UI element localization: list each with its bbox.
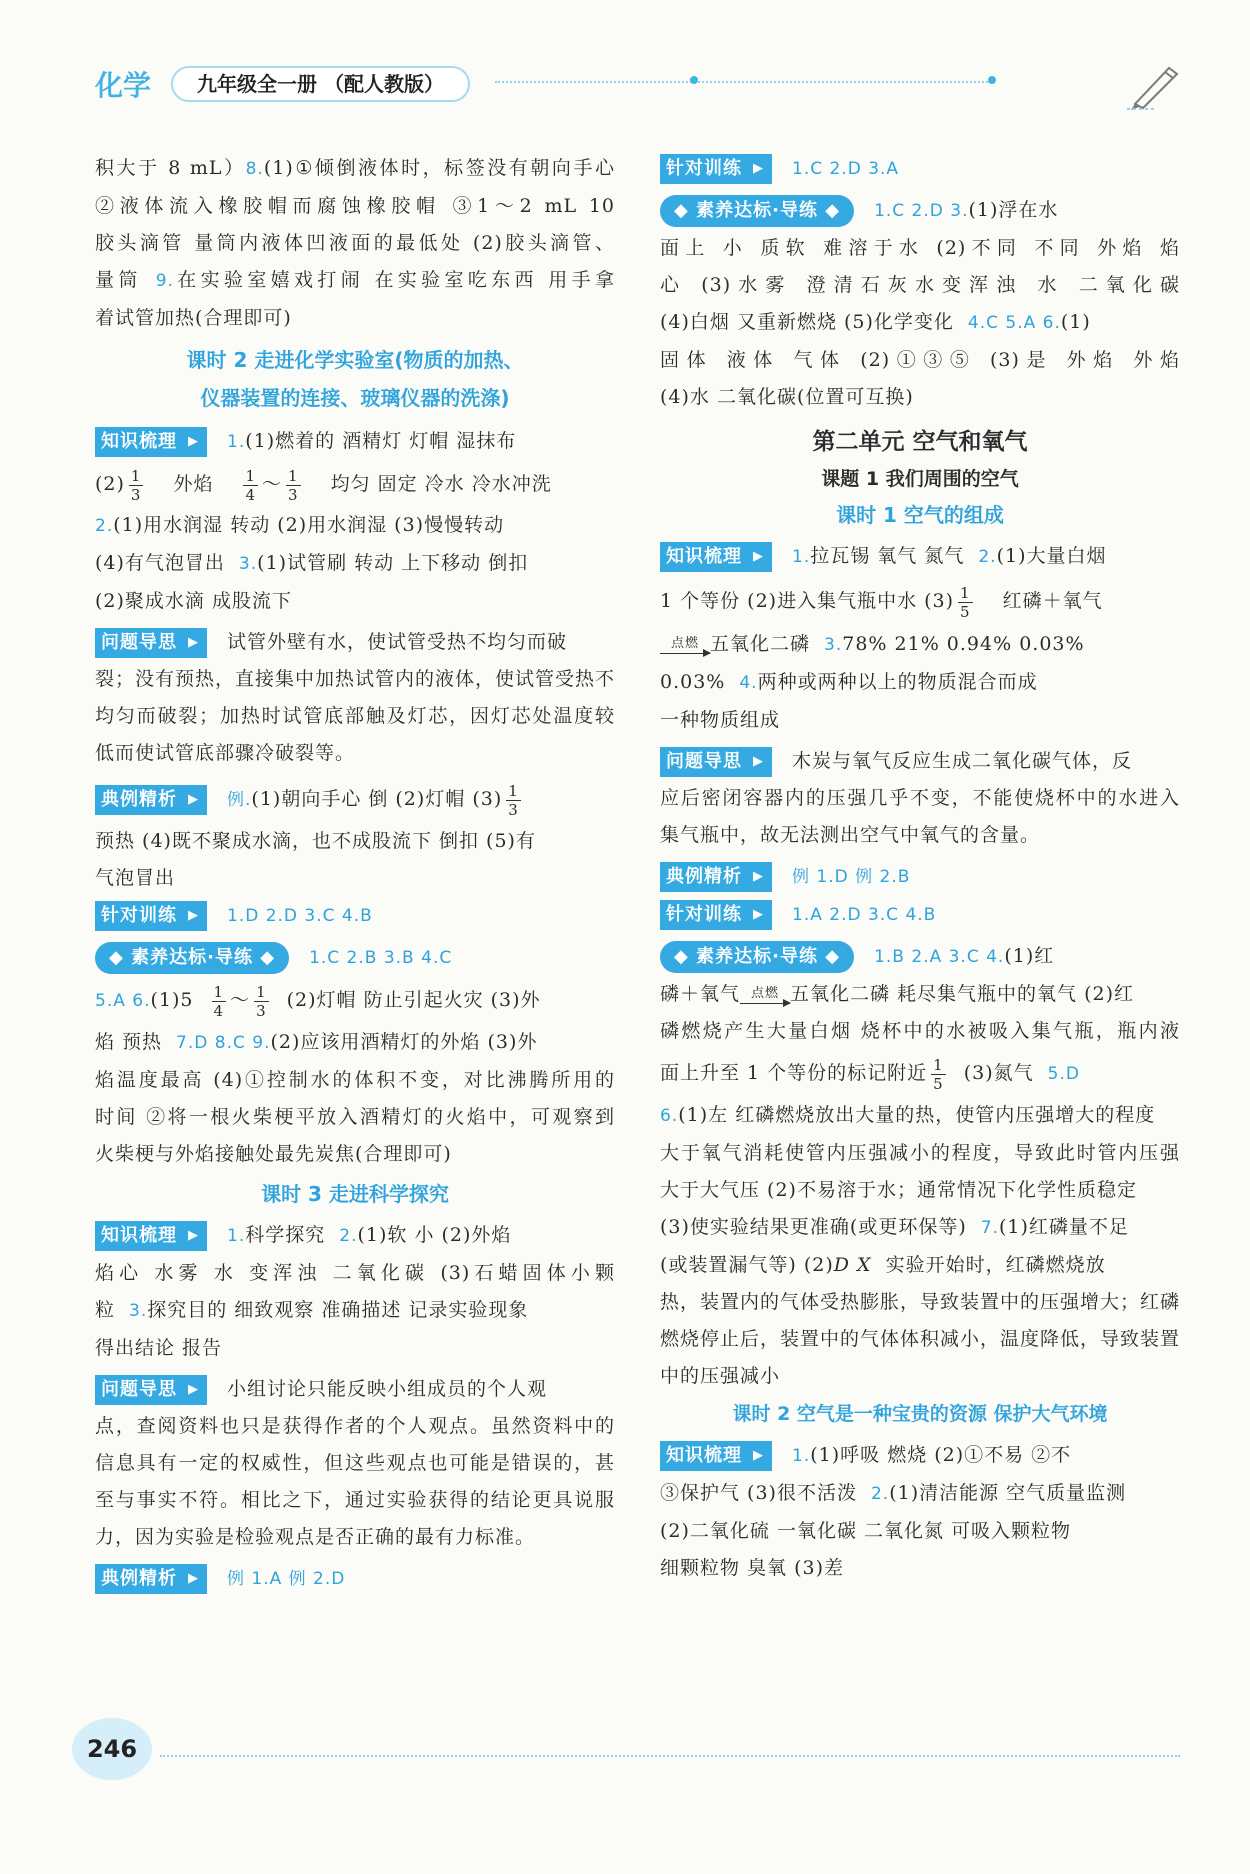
text-line: 中的压强减小 bbox=[660, 1365, 781, 1387]
text-line: ◆ 素养达标·导练 ◆ 1.C 2.D 3.(1)浮在水 bbox=[660, 192, 1180, 230]
text-line: 针对训练 ▶ 1.D 2.D 3.C 4.B bbox=[95, 897, 615, 935]
text-line: (2) $\frac{1}{3}$ 外焰 $\frac{1}{4}$ ～ $\frac{1}{3}$ 均匀 固定 冷水 冷水冲洗 bbox=[95, 466, 552, 504]
text-line: 典例精析 ▶ 例 1.D 例 2.B bbox=[660, 858, 1180, 896]
text-line: 1 个等份 (2)进入集气瓶中水 (3) $\frac{1}{5}$ 红磷＋氧气 bbox=[660, 583, 1103, 621]
header-dot bbox=[988, 76, 996, 84]
fraction: $\frac{1}{3}$ bbox=[256, 982, 267, 1020]
tag-suyang: ◆ 素养达标·导练 ◆ bbox=[660, 941, 854, 973]
tag-zhishi: 知识梳理 ▶ bbox=[660, 542, 772, 572]
text-line: 针对训练 ▶ 1.C 2.D 3.A bbox=[660, 150, 1180, 188]
fraction: $\frac{1}{3}$ bbox=[508, 781, 519, 819]
tag-zhishi: 知识梳理 ▶ bbox=[95, 427, 207, 457]
text-line: 面上 小 质软 难溶于水 (2)不同 不同 外焰 焰 bbox=[660, 237, 1180, 259]
text-line: 量筒 9.在实验室嬉戏打闹 在实验室吃东西 用手拿 bbox=[95, 269, 615, 291]
page-number: 246 bbox=[72, 1718, 152, 1780]
tag-dianli: 典例精析 ▶ bbox=[660, 862, 772, 892]
left-column bbox=[95, 150, 615, 1598]
text-line: 着试管加热(合理即可) bbox=[95, 307, 292, 329]
header-dot bbox=[690, 76, 698, 84]
text-line: 预热 (4)既不聚成水滴，也不成股流下 倒扣 (5)有 bbox=[95, 830, 536, 852]
tag-suyang: ◆ 素养达标·导练 ◆ bbox=[95, 942, 289, 974]
text-line: 知识梳理 ▶ 1.(1)燃着的 酒精灯 灯帽 湿抹布 bbox=[95, 423, 615, 461]
page-header bbox=[95, 60, 1195, 110]
text-line: 6.(1)左 红磷燃烧放出大量的热，使管内压强增大的程度 bbox=[660, 1104, 1156, 1126]
fraction: $\frac{1}{4}$ bbox=[245, 466, 257, 504]
text-line: (或装置漏气等) (2)D X 实验开始时，红磷燃烧放 bbox=[660, 1254, 1106, 1276]
text-line: 问题导思 ▶ 试管外壁有水，使试管受热不均匀而破 bbox=[95, 624, 615, 661]
tag-zhendui: 针对训练 ▶ bbox=[660, 154, 772, 184]
text-line: (4)白烟 又重新燃烧 (5)化学变化 4.C 5.A 6.(1) bbox=[660, 311, 1091, 333]
text-line: 问题导思 ▶ 木炭与氧气反应生成二氧化碳气体，反 bbox=[660, 743, 1180, 780]
text-line: 5.A 6.(1)5 $\frac{1}{4}$ ～ $\frac{1}{3}$ (2)灯帽 防止引起火灾 (3)外 bbox=[95, 982, 541, 1020]
right-column bbox=[660, 150, 1180, 1587]
unit-title: 第二单元 空气和氧气 bbox=[812, 429, 1028, 455]
fraction: $\frac{1}{3}$ bbox=[130, 466, 142, 504]
text-line: 裂；没有预热，直接集中加热试管内的液体，使试管受热不 bbox=[95, 668, 616, 690]
tag-zhendui: 针对训练 ▶ bbox=[95, 901, 207, 931]
text-line: 一种物质组成 bbox=[660, 709, 781, 731]
text-line: 知识梳理 ▶ 1.拉瓦锡 氧气 氮气 2.(1)大量白烟 bbox=[660, 538, 1180, 576]
text-line: (4)水 二氧化碳(位置可互换) bbox=[660, 386, 914, 408]
text-line: (4)有气泡冒出 3.(1)试管刷 转动 上下移动 倒扣 bbox=[95, 552, 529, 574]
text-line: 针对训练 ▶ 1.A 2.D 3.C 4.B bbox=[660, 896, 1180, 934]
tag-suyang: ◆ 素养达标·导练 ◆ bbox=[660, 195, 854, 227]
text-line: 0.03% 4.两种或两种以上的物质混合而成 bbox=[660, 671, 1038, 693]
text-line: (2)二氧化硫 一氧化碳 二氧化氮 可吸入颗粒物 bbox=[660, 1520, 1072, 1542]
text-line: 得出结论 报告 bbox=[95, 1337, 223, 1359]
text-line: 信息具有一定的权威性，但这些观点也可能是错误的，甚 bbox=[95, 1452, 615, 1474]
text-line: ◆ 素养达标·导练 ◆ 1.C 2.B 3.B 4.C bbox=[95, 939, 615, 977]
tag-wenti: 问题导思 ▶ bbox=[95, 628, 207, 658]
text-line: 固体 液体 气体 (2)①③⑤ (3)是 外焰 外焰 bbox=[660, 349, 1180, 371]
text-line: 磷燃烧产生大量白烟 烧杯中的水被吸入集气瓶，瓶内液 bbox=[660, 1020, 1180, 1042]
text-line: 焰温度最高 (4)①控制水的体积不变，对比沸腾所用的 bbox=[95, 1069, 615, 1091]
text-line: 点燃 五氧化二磷 3.78% 21% 0.94% 0.03% bbox=[660, 626, 1180, 664]
text-line: 力，因为实验是检验观点是否正确的最有力标准。 bbox=[95, 1526, 536, 1548]
fraction: $\frac{1}{4}$ bbox=[213, 982, 225, 1020]
text-line: 知识梳理 ▶ 1.科学探究 2.(1)软 小 (2)外焰 bbox=[95, 1217, 615, 1255]
reaction-arrow: 点燃 bbox=[660, 637, 710, 654]
fraction: $\frac{1}{5}$ bbox=[960, 583, 971, 621]
text-line: 均匀而破裂；加热时试管底部触及灯芯，因灯芯处温度较 bbox=[95, 705, 615, 727]
section-title: 课时 2 空气是一种宝贵的资源 保护大气环境 bbox=[732, 1403, 1108, 1425]
text-line: 火柴梗与外焰接触处最先炭焦(合理即可) bbox=[95, 1143, 452, 1165]
footer-divider bbox=[160, 1755, 1180, 1757]
text-line: 面上升至 1 个等份的标记附近 $\frac{1}{5}$ (3)氮气 5.D bbox=[660, 1055, 1080, 1093]
text-line: 燃烧停止后，装置中的气体体积减小，温度降低，导致装置 bbox=[660, 1328, 1181, 1350]
text-line: 问题导思 ▶ 小组讨论只能反映小组成员的个人观 bbox=[95, 1371, 615, 1408]
text-line: 细颗粒物 臭氧 (3)差 bbox=[660, 1557, 844, 1579]
text-line: 时间 ②将一根火柴梗平放入酒精灯的火焰中，可观察到 bbox=[95, 1106, 615, 1128]
text-line: 点，查阅资料也只是获得作者的个人观点。虽然资料中的 bbox=[95, 1415, 615, 1437]
tag-dianli: 典例精析 ▶ bbox=[95, 785, 207, 815]
text-line: (3)使实验结果更准确(或更环保等) 7.(1)红磷量不足 bbox=[660, 1216, 1129, 1238]
tag-dianli: 典例精析 ▶ bbox=[95, 1564, 207, 1594]
text-line: 大于大气压 (2)不易溶于水；通常情况下化学性质稳定 bbox=[660, 1179, 1137, 1201]
text-line: 典例精析 ▶ 例.(1)朝向手心 倒 (2)灯帽 (3) $\frac{1}{3}$ bbox=[95, 776, 615, 823]
topic-title: 课题 1 我们周围的空气 bbox=[821, 468, 1019, 490]
fraction: $\frac{1}{5}$ bbox=[933, 1055, 944, 1093]
section-title: 课时 1 空气的组成 bbox=[836, 503, 1004, 527]
text-line: ③保护气 (3)很不活泼 2.(1)清洁能源 空气质量监测 bbox=[660, 1482, 1127, 1504]
subject-title: 化学 bbox=[95, 69, 152, 102]
tag-zhendui: 针对训练 ▶ bbox=[660, 900, 772, 930]
text-line: 2.(1)用水润湿 转动 (2)用水润湿 (3)慢慢转动 bbox=[95, 514, 505, 536]
text-line: ②液体流入橡胶帽而腐蚀橡胶帽 ③1～2 mL 10 bbox=[95, 195, 615, 217]
tag-wenti: 问题导思 ▶ bbox=[95, 1375, 207, 1405]
text-line: 气泡冒出 bbox=[95, 867, 176, 889]
text-line: 应后密闭容器内的压强几乎不变，不能使烧杯中的水进入 bbox=[660, 787, 1180, 809]
text-line: 心 (3)水雾 澄清石灰水变浑浊 水 二氧化碳 bbox=[660, 274, 1180, 296]
text-line: 焰 预热 7.D 8.C 9.(2)应该用酒精灯的外焰 (3)外 bbox=[95, 1031, 538, 1053]
fraction: $\frac{1}{3}$ bbox=[288, 466, 299, 504]
header-divider bbox=[495, 81, 995, 83]
section-title: 仪器装置的连接、玻璃仪器的洗涤) bbox=[200, 386, 510, 410]
text-line: 低而使试管底部骤冷破裂等。 bbox=[95, 742, 356, 764]
text-line: 集气瓶中，故无法测出空气中氧气的含量。 bbox=[660, 824, 1041, 846]
section-title: 课时 2 走进化学实验室(物质的加热、 bbox=[186, 348, 524, 372]
text-line: 知识梳理 ▶ 1.(1)呼吸 燃烧 (2)①不易 ②不 bbox=[660, 1437, 1180, 1475]
text-line: (2)聚成水滴 成股流下 bbox=[95, 590, 292, 612]
text-line: 粒 3.探究目的 细致观察 准确描述 记录实验现象 bbox=[95, 1299, 529, 1321]
text-line: 至与事实不符。相比之下，通过实验获得的结论更具说服 bbox=[95, 1489, 615, 1511]
book-title: 九年级全一册 （配人教版） bbox=[171, 66, 470, 102]
text-line: 大于氧气消耗使管内压强减小的程度，导致此时管内压强 bbox=[660, 1142, 1180, 1164]
text-line: 磷＋氧气 点燃 五氧化二磷 耗尽集气瓶中的氧气 (2)红 bbox=[660, 983, 1135, 1005]
section-title: 课时 3 走进科学探究 bbox=[261, 1182, 449, 1206]
text-line: 积大于 8 mL）8.(1)①倾倒液体时，标签没有朝向手心 bbox=[95, 157, 615, 179]
reaction-arrow: 点燃 bbox=[740, 987, 790, 1004]
tag-wenti: 问题导思 ▶ bbox=[660, 747, 772, 777]
text-line: 典例精析 ▶ 例 1.A 例 2.D bbox=[95, 1560, 615, 1598]
text-line: 胶头滴管 量筒内液体凹液面的最低处 (2)胶头滴管、 bbox=[95, 232, 615, 254]
tag-zhishi: 知识梳理 ▶ bbox=[95, 1221, 207, 1251]
text-line: 焰心 水雾 水 变浑浊 二氧化碳 (3)石蜡固体小颗 bbox=[95, 1262, 615, 1284]
text-line: ◆ 素养达标·导练 ◆ 1.B 2.A 3.C 4.(1)红 bbox=[660, 938, 1180, 976]
pen-icon bbox=[1125, 60, 1185, 110]
tag-zhishi: 知识梳理 ▶ bbox=[660, 1441, 772, 1471]
text-line: 热，装置内的气体受热膨胀，导致装置中的压强增大；红磷 bbox=[660, 1291, 1181, 1313]
